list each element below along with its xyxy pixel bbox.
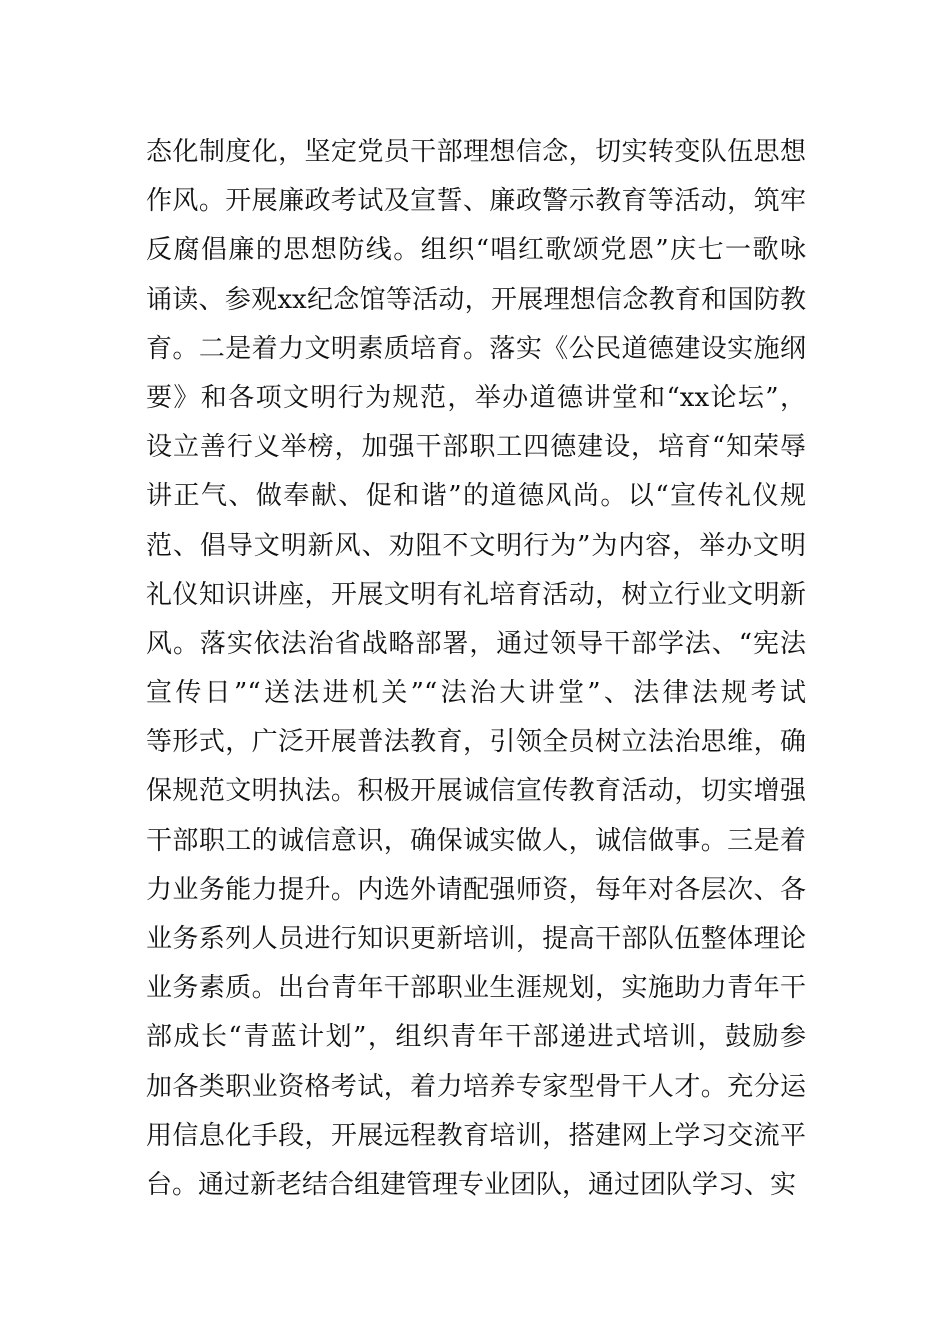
text-line: 育。二是着力文明素质培育。落实《公民道德建设实施纲 bbox=[146, 333, 806, 364]
text-line: 业务系列人员进行知识更新培训，提高干部队伍整体理论 bbox=[146, 924, 806, 954]
text-line: 礼仪知识讲座，开展文明有礼培育活动，树立行业文明新 bbox=[146, 579, 806, 610]
text-line: 业务素质。出台青年干部职业生涯规划，实施助力青年干 bbox=[146, 973, 806, 1004]
text-line: 范、倡导文明新风、劝阻不文明行为”为内容，举办文明 bbox=[146, 530, 806, 561]
text-line: 用信息化手段，开展远程教育培训，搭建网上学习交流平 bbox=[146, 1120, 806, 1151]
text-line: 要》和各项文明行为规范，举办道德讲堂和“xx论坛”， bbox=[146, 382, 806, 413]
text-line: 诵读、参观xx纪念馆等活动，开展理想信念教育和国防教 bbox=[146, 284, 806, 315]
text-line: 部成长“青蓝计划”，组织青年干部递进式培训，鼓励参 bbox=[146, 1022, 806, 1053]
text-line: 风。落实依法治省战略部署，通过领导干部学法、“宪法 bbox=[146, 628, 806, 659]
text-line: 反腐倡廉的思想防线。组织“唱红歌颂党恩”庆七一歌咏 bbox=[146, 235, 806, 266]
text-line: 设立善行义举榜，加强干部职工四德建设，培育“知荣辱 bbox=[146, 432, 806, 463]
text-line: 台。通过新老结合组建管理专业团队，通过团队学习、实 bbox=[146, 1169, 797, 1200]
text-line: 力业务能力提升。内选外请配强师资，每年对各层次、各 bbox=[146, 874, 806, 905]
text-line: 讲正气、做奉献、促和谐”的道德风尚。以“宣传礼仪规 bbox=[146, 481, 806, 512]
text-line: 宣传日”“送法进机关”“法治大讲堂”、法律法规考试 bbox=[146, 678, 806, 709]
text-line: 加各类职业资格考试，着力培养专家型骨干人才。充分运 bbox=[146, 1071, 806, 1102]
text-line: 态化制度化，坚定党员干部理想信念，切实转变队伍思想 bbox=[146, 137, 806, 167]
body-paragraph bbox=[146, 128, 806, 1210]
text-line: 干部职工的诚信意识，确保诚实做人，诚信做事。三是着 bbox=[146, 825, 806, 856]
text-line: 等形式，广泛开展普法教育，引领全员树立法治思维，确 bbox=[146, 727, 806, 758]
text-line: 保规范文明执法。积极开展诚信宣传教育活动，切实增强 bbox=[146, 776, 806, 807]
text-line: 作风。开展廉政考试及宣誓、廉政警示教育等活动，筑牢 bbox=[146, 186, 806, 217]
